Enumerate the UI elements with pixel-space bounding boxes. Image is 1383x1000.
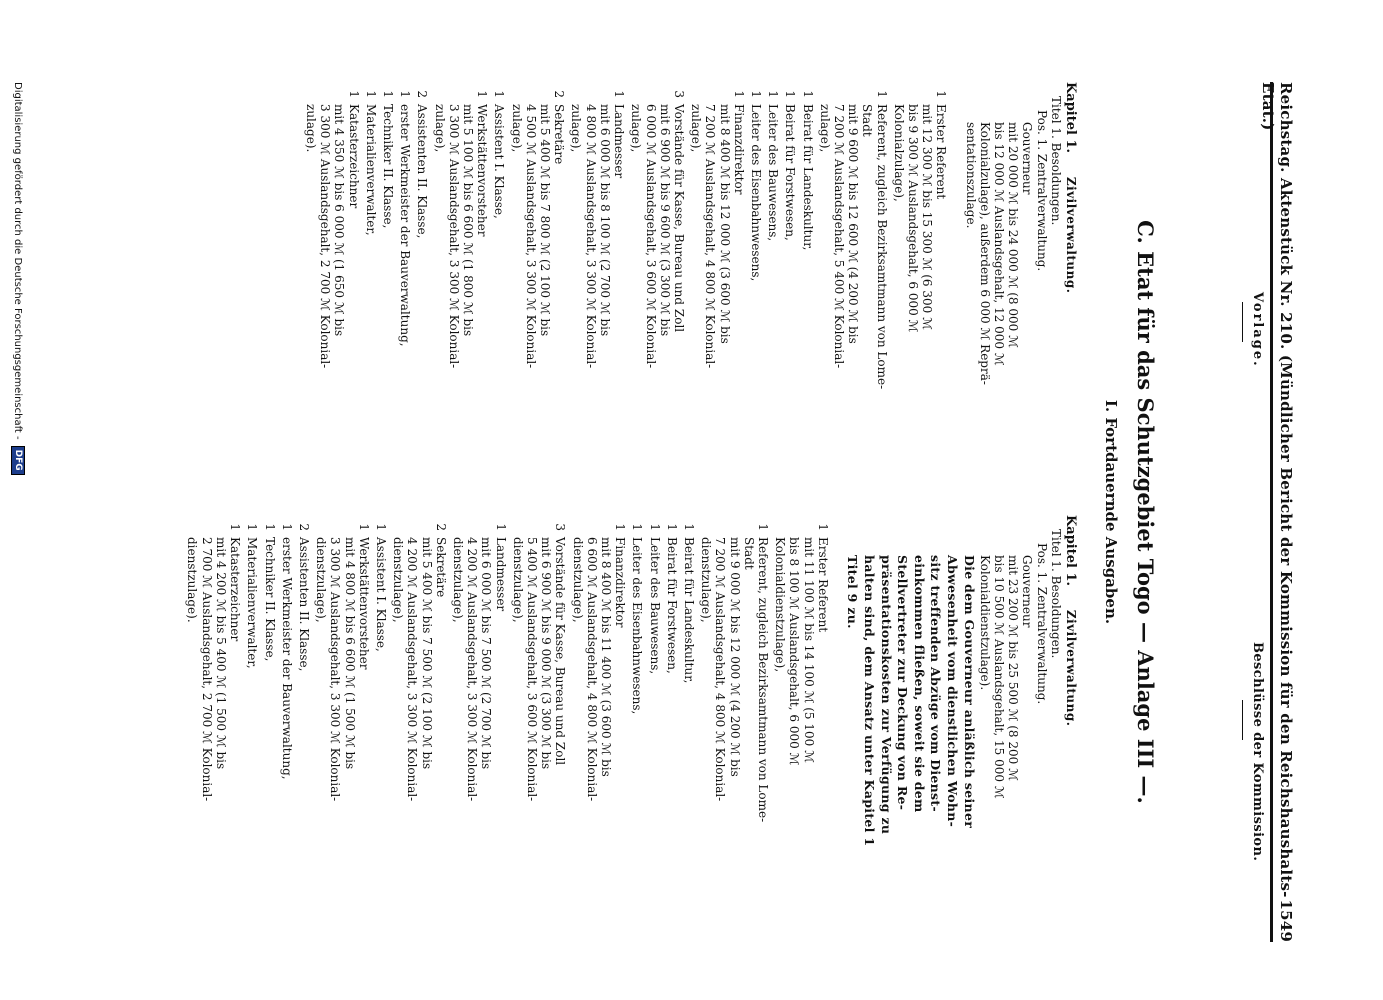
item-count: 1 [245,523,260,531]
item-count: 1 [612,90,627,98]
item-count: 1 [475,90,490,98]
list-item [304,82,361,502]
item-line: Beirat für Forstwesen, [783,104,798,241]
note-line: sitz treffenden Abzüge vom Dienst- [928,555,944,812]
item-line: Kolonialdienstzulage), [773,537,788,673]
right-column [185,515,1078,945]
item-line: dienstzulage), [510,537,525,623]
item-line: Leiter des Bauwesens, [647,537,662,675]
list-item [569,82,626,502]
item-count: 1 [647,523,662,531]
item-text [749,104,763,502]
list-item [245,515,259,945]
item-line: mit 6 900 ℳ bis 9 600 ℳ (3 300 ℳ bis [657,104,672,337]
item-line: 4 200 ℳ Auslandsgehalt, 3 300 ℳ Kolonial- [405,537,420,802]
note-line: Die dem Gouverneur anläßlich seiner [961,555,977,829]
item-count: 1 [356,523,371,531]
list-item [185,515,242,945]
item-line: zulage). [304,104,319,153]
item-line: dienstzulage), [314,537,329,623]
item-line: Techniker II. Klasse, [381,104,396,229]
right-column-heading: Beschlüsse der Kommission. [1250,642,1265,862]
item-line: bis 9 300 ℳ Auslandsgehalt, 6 000 ℳ [905,104,920,333]
right-zivilverwaltung: Zivilverwaltung. [1064,609,1078,727]
item-line: Leiter des Bauwesens, [766,104,781,242]
note-line: präsentationskosten zur Verfügung zu [878,555,894,835]
item-line: Techniker II. Klasse, [262,537,277,662]
list-item [374,515,388,945]
item-line: Assistenten II. Klasse, [296,537,311,672]
item-text [773,537,830,945]
list-item [262,515,276,945]
item-line: Beirat für Forstwesen, [664,537,679,674]
right-heading-rule [1242,700,1243,740]
item-line: Katasterzeichner [346,104,361,209]
right-gouverneur-lines [978,555,1021,945]
header-title: Reichstag. Aktenstück Nr. 210. (Mündlicher Bericht der Kommission für den Reichshaushalts-Etat.) [1259,82,1295,898]
right-note [845,555,976,945]
item-line: 4 800 ℳ Auslandsgehalt, 3 300 ℳ Kolonial- [583,104,598,369]
list-item [699,515,770,945]
item-line: zulage), [509,104,524,153]
note-line: Stellvertreter zur Deckung von Re- [895,555,911,811]
item-line: 7 200 ℳ Auslandsgehalt, 4 800 ℳ Kolonial- [713,537,728,802]
item-line: Beirat für Landeskultur, [800,104,815,251]
note-line: halten sind, dem Ansatz unter Kapitel 1 [862,555,878,847]
item-line: mit 5 100 ℳ bis 6 600 ℳ (1 800 ℳ bis [461,104,476,337]
list-item [511,515,568,945]
item-line: mit 8 400 ℳ bis 12 000 ℳ (3 600 ℳ bis [717,104,732,344]
item-count: 1 [363,90,378,98]
right-kapitel: Kapitel 1. [1063,515,1078,587]
item-line: Vorstände für Kasse, Bureau und Zoll [553,537,568,766]
item-line: dienstzulage), [391,537,406,623]
item-line: bis 8 100 ℳ Auslandsgehalt, 6 000 ℳ [787,537,802,766]
item-count: 1 [748,90,763,98]
item-line: dienstzulage), [699,537,714,623]
item-line: Beirat für Landeskultur, [682,537,696,684]
item-text [511,537,568,945]
item-line: mit 6 000 ℳ bis 7 500 ℳ (2 700 ℳ bis [479,537,494,770]
list-item [297,515,311,945]
item-count: 1 [613,523,628,531]
item-line: mit 8 400 ℳ bis 11 400 ℳ (3 600 ℳ bis [598,537,613,777]
item-line: Finanzdirektor [731,104,746,195]
item-line: dienstzulage), [570,537,585,623]
list-item [892,82,949,502]
item-line: 7 200 ℳ Auslandsgehalt, 5 400 ℳ Kolonial- [831,104,846,369]
item-line: Werkstättenvorsteher [475,104,490,237]
left-gouverneur [963,82,1034,502]
document-title: C. Etat für das Schutzgebiet Togo — Anlage III —. [1133,220,1158,804]
item-line: mit 9 600 ℳ bis 12 600 ℳ (4 200 ℳ bis [846,104,861,344]
item-text [892,104,949,502]
item-line: mit 9 000 ℳ bis 12 000 ℳ (4 200 ℳ bis [727,537,742,777]
list-item [783,82,797,502]
list-item [665,515,679,945]
item-text [415,104,429,502]
note-line: einkommen fließen, soweit sie dem [911,555,927,813]
item-count: 1 [346,90,361,98]
item-line: mit 6 000 ℳ bis 8 100 ℳ (2 700 ℳ bis [597,104,612,337]
list-item [492,82,506,502]
list-item [800,82,814,502]
item-count: 1 [815,523,830,531]
item-line: erster Werkmeister der Bauverwaltung, [398,104,413,347]
item-text [570,537,627,945]
item-line: Werkstättenvorsteher [356,537,371,670]
list-item [630,515,644,945]
item-line: dienstzulage). [185,537,200,623]
list-item [689,82,746,502]
item-line: 3 300 ℳ Auslandsgehalt, 2 700 ℳ Kolonial- [318,104,333,369]
item-line: mit 4 350 ℳ bis 6 000 ℳ (1 650 ℳ bis [332,104,347,337]
left-heading-rule [1242,302,1243,342]
item-line: Sekretäre [552,104,567,165]
item-count: 1 [766,90,781,98]
left-gouverneur-lines [963,122,1020,502]
item-line: Sekretäre [433,537,448,598]
item-text [297,537,311,945]
left-column-heading: Vorlage. [1250,292,1265,368]
item-count: 1 [262,523,277,531]
item-count: 1 [630,523,645,531]
item-text [509,104,566,502]
list-item [398,82,412,502]
item-text [783,104,797,502]
left-entries [304,82,949,502]
list-item [682,515,696,945]
item-line: Referent, zugleich Bezirksamtmann von Lome- [756,537,771,823]
item-line: Stadt [860,104,875,137]
left-position: Pos. 1. Zentralverwaltung. [1034,110,1049,272]
item-line: 3 300 ℳ Auslandsgehalt, 3 300 ℳ Kolonial- [446,104,461,369]
list-item [818,82,889,502]
item-line: Vorstände für Kasse, Bureau und Zoll [671,104,686,333]
item-text [262,537,276,945]
item-count: 1 [664,523,679,531]
item-line: Stadt [741,537,756,570]
right-gouverneur [845,515,1035,945]
item-line: 3 300 ℳ Auslandsgehalt, 3 300 ℳ Kolonial- [328,537,343,802]
item-line: dienstzulage), [450,537,465,623]
list-item [280,515,294,945]
item-text [364,104,378,502]
item-line: Materialienverwalter, [363,104,378,236]
item-count: 1 [874,90,889,98]
item-text [432,104,489,502]
right-position: Pos. 1. Zentralverwaltung. [1034,543,1049,705]
item-text [304,104,361,502]
item-count: 1 [800,90,815,98]
item-line: Leiter des Eisenbahnwesens, [630,537,645,715]
item-line: Finanzdirektor [613,537,628,628]
item-line: 7 200 ℳ Auslandsgehalt, 4 800 ℳ Kolonial- [703,104,718,369]
item-line: zulage), [432,104,447,153]
right-gouverneur-label: Gouverneur [1020,555,1035,628]
note-line: Titel 9 zu. [845,555,861,629]
item-line: 6 000 ℳ Auslandsgehalt, 3 600 ℳ Kolonial- [643,104,658,369]
item-line: mit 4 800 ℳ bis 6 600 ℳ (1 500 ℳ bis [342,537,357,770]
document-subtitle: I. Fortdauernde Ausgaben. [1102,399,1120,625]
item-text [314,537,371,945]
item-count: 2 [415,90,430,98]
item-text [391,537,448,945]
gouverneur-line: mit 20 000 ℳ bis 24 000 ℳ (8 000 ℳ [1006,122,1021,348]
gouverneur-line: Kolonialdienstzulage). [977,555,992,691]
item-line: mit 5 400 ℳ bis 7 800 ℳ (2 100 ℳ bis [538,104,553,337]
left-titel: Titel 1. Besoldungen. [1048,96,1063,226]
item-count: 1 [381,90,396,98]
item-line: 4 200 ℳ Auslandsgehalt, 3 300 ℳ Kolonial- [465,537,480,802]
list-item [432,82,489,502]
item-line: erster Werkmeister der Bauverwaltung, [279,537,294,780]
list-item [364,82,378,502]
list-item [570,515,627,945]
left-zivilverwaltung: Zivilverwaltung. [1064,176,1078,294]
item-line: mit 5 400 ℳ bis 7 500 ℳ (2 100 ℳ bis [419,537,434,770]
list-item [766,82,780,502]
item-line: Erster Referent [815,537,830,633]
item-text [665,537,679,945]
item-line: Landmesser [493,537,508,612]
list-item [391,515,448,945]
item-line: 2 700 ℳ Auslandsgehalt, 2 700 ℳ Kolonial- [199,537,214,802]
item-line: Erster Referent [934,104,949,200]
header-rule [1270,82,1273,942]
item-line: zulage), [569,104,584,153]
list-item [451,515,508,945]
item-text [381,104,395,502]
left-gouverneur-label: Gouverneur [1020,122,1035,195]
item-line: zulage), [817,104,832,153]
item-text [374,537,388,945]
digitization-footer [11,82,25,475]
list-item [509,82,566,502]
item-line: mit 6 900 ℳ bis 9 000 ℳ (3 300 ℳ bis [539,537,554,770]
item-text [818,104,889,502]
item-count: 1 [493,523,508,531]
item-text [398,104,412,502]
list-item [381,82,395,502]
item-text [630,537,644,945]
item-count: 1 [279,523,294,531]
item-text [245,537,259,945]
list-item [773,515,830,945]
item-line: Referent, zugleich Bezirksamtmann von Lome- [874,104,889,390]
item-text [682,537,696,945]
item-line: 6 600 ℳ Auslandsgehalt, 4 800 ℳ Kolonial- [584,537,599,802]
item-count: 1 [934,90,949,98]
item-line: mit 12 300 ℳ bis 15 300 ℳ (6 300 ℳ [920,104,935,330]
item-text [569,104,626,502]
right-titel: Titel 1. Besoldungen. [1048,529,1063,659]
item-text [185,537,242,945]
item-line: Assistent I. Klasse, [373,537,388,652]
item-text [689,104,746,502]
note-line: Abwesenheit vom dienstlichen Wohn- [944,555,960,828]
gouverneur-line: sentationszulage. [963,122,978,229]
gouverneur-line: mit 23 200 ℳ bis 25 500 ℳ (8 200 ℳ [1006,555,1021,781]
item-count: 1 [731,90,746,98]
list-item [415,82,429,502]
item-count: 1 [398,90,413,98]
list-item [314,515,371,945]
item-line: 4 500 ℳ Auslandsgehalt, 3 300 ℳ Kolonial- [523,104,538,369]
item-line: zulage), [629,104,644,153]
item-text [280,537,294,945]
item-text [451,537,508,945]
item-count: 1 [783,90,798,98]
item-line: Kolonialzulage), [891,104,906,202]
left-column [304,82,1078,502]
footer-text: Digitalisierung gefördert durch die Deutsche Forschungsgemeinschaft - [12,82,24,440]
item-count: 3 [553,523,568,531]
item-text [699,537,770,945]
item-text [647,537,661,945]
item-line: Assistenten II. Klasse, [415,104,430,239]
list-item [647,515,661,945]
item-line: mit 11 100 ℳ bis 14 100 ℳ (5 100 ℳ [801,537,816,763]
item-count: 1 [373,523,388,531]
left-kapitel: Kapitel 1. [1063,82,1078,154]
item-count: 1 [492,90,507,98]
item-count: 2 [296,523,311,531]
list-item [749,82,763,502]
item-text [629,104,686,502]
item-count: 1 [756,523,771,531]
dfg-logo: DFG [11,446,25,475]
item-count: 1 [682,523,696,531]
item-line: zulage), [689,104,704,153]
item-line: mit 4 200 ℳ bis 5 400 ℳ (1 500 ℳ bis [213,537,228,770]
item-text [766,104,780,502]
right-entries [185,515,830,945]
item-line: Landmesser [612,104,627,179]
item-line: Leiter des Eisenbahnwesens, [748,104,763,282]
gouverneur-line: Kolonialzulage), außerdem 6 000 ℳ Reprä- [977,122,992,385]
item-text [800,104,814,502]
item-count: 3 [671,90,686,98]
list-item [629,82,686,502]
item-line: Materialienverwalter, [245,537,260,669]
item-line: Assistent I. Klasse, [492,104,507,219]
item-count: 1 [228,523,243,531]
page-number: 1549 [1277,899,1295,942]
item-count: 2 [552,90,567,98]
item-line: Katasterzeichner [228,537,243,642]
gouverneur-line: bis 10 500 ℳ Auslandsgehalt, 15 000 ℳ [991,555,1006,799]
item-count: 2 [433,523,448,531]
item-text [492,104,506,502]
gouverneur-line: bis 12 000 ℳ Auslandsgehalt, 12 000 ℳ [991,122,1006,366]
item-line: 5 400 ℳ Auslandsgehalt, 3 600 ℳ Kolonial- [524,537,539,802]
